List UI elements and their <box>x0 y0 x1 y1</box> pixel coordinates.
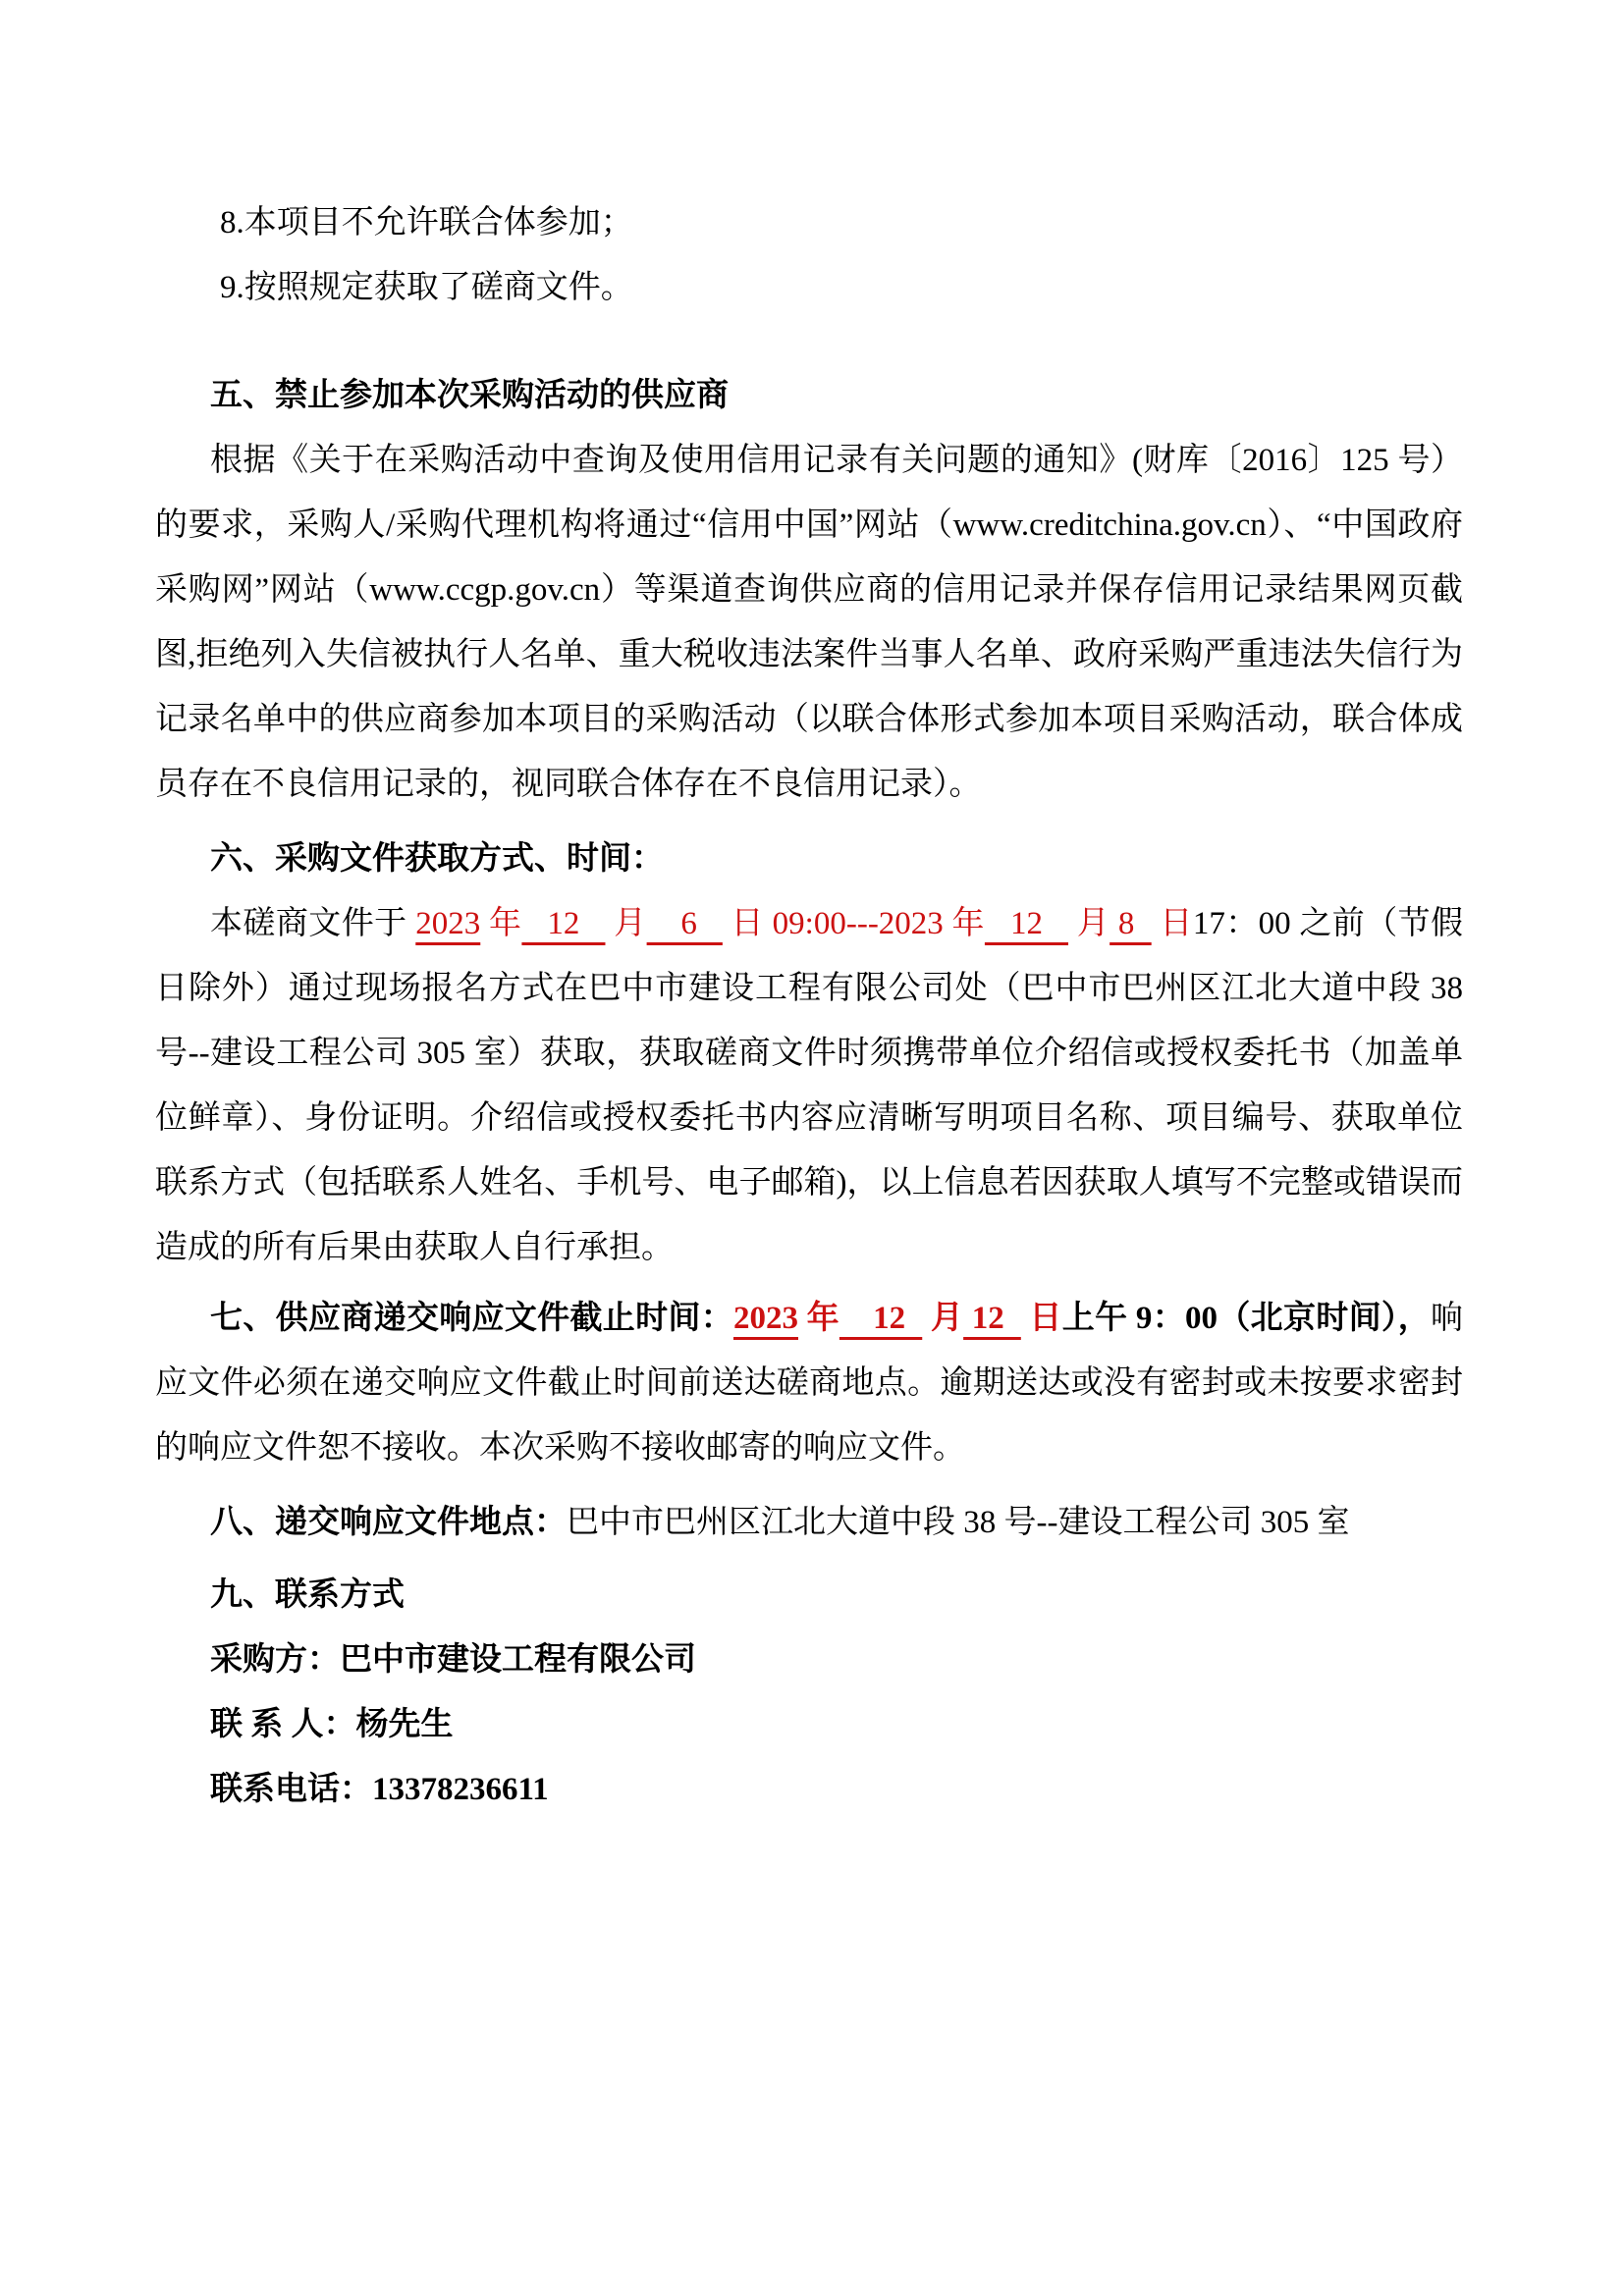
text-segment: 9.按照规定获取了磋商文件。 <box>220 270 633 305</box>
text-segment: 8.本项目不允许联合体参加； <box>220 205 633 240</box>
text-segment: 12 <box>521 906 606 941</box>
line-contact-person <box>155 1692 1463 1757</box>
list-item-8 <box>155 190 1463 255</box>
text-segment: 八、递交响应文件地点： <box>210 1505 567 1540</box>
text-segment: 年 <box>480 906 522 941</box>
text-segment: 联系电话：13378236611 <box>210 1772 549 1807</box>
text-segment: 根据《关于在采购活动中查询及使用信用记录有关问题的通知》(财库〔2016〕125 号） 的要求，采购人/采购代理机构将通过“信用中国”网站（www.creditchina.gov.cn）、“中国政府采购网”网站（www.ccgp.gov.cn）等渠道查询供应商的信用记录并保存信用记录结果网页截图,拒绝列入失信被执行人名单、重大税收违法案件当事人名单、政府采购严重违法失信行为记录名单中的供应商参加本项目的采购活动（以联合体形式参加本项目采购活动，联合体成员存在不良信用记录的，视同联合体存在不良信用记录）。 <box>155 443 1463 802</box>
para-8 <box>155 1490 1463 1555</box>
text-segment: 年 <box>798 1301 839 1336</box>
text-segment: 6 <box>646 906 723 941</box>
text-segment: 六、采购文件获取方式、时间： <box>210 841 664 877</box>
text-segment: 17：00 之前（节假日除外）通过现场报名方式在巴中市建设工程有限公司处（巴中市巴州区江北大道中段 38 号--建设工程公司 305 室）获取，获取磋商文件时须携带单位介绍信或授权委托书（加盖单位鲜章）、身份证明。介绍信或授权委托书内容应清晰写明项目名称、项目编号、获取单位联系方式（包括联系人姓名、手机号、电子邮箱)，以上信息若因获取人填写不完整或错误而造成的所有后果由获取人自行承担。 <box>155 906 1464 1265</box>
text-segment: 12 <box>963 1301 1021 1336</box>
text-segment: 响应文件必须在递交响应文件截止时间前送达磋商地点。逾期送达或没有密封或未按要求密封的响应文件恕不接收。本次采购不接收邮寄的响应文件。 <box>155 1301 1463 1466</box>
text-segment: 七、供应商递交响应文件截止时间： <box>210 1301 733 1336</box>
text-segment: 日 <box>722 906 773 941</box>
text-segment: 本磋商文件于 <box>210 906 416 941</box>
document-body <box>155 190 1463 1822</box>
line-purchaser <box>155 1628 1463 1692</box>
text-segment: 月 <box>605 906 647 941</box>
text-segment: 联 系 人：杨先生 <box>210 1707 454 1742</box>
text-segment: 09:00---2023 年 <box>772 906 985 941</box>
heading-5 <box>155 363 1463 428</box>
text-segment: 月 <box>922 1301 964 1336</box>
para-7 <box>155 1286 1463 1480</box>
para-5 <box>155 428 1463 817</box>
text-segment: 九、联系方式 <box>210 1577 405 1613</box>
text-segment: 五、禁止参加本次采购活动的供应商 <box>210 378 729 413</box>
list-item-9 <box>155 255 1463 320</box>
text-segment: 2023 <box>733 1301 798 1336</box>
text-segment: 12 <box>839 1301 923 1336</box>
text-segment: 巴中市巴州区江北大道中段 38 号--建设工程公司 305 室 <box>567 1505 1350 1540</box>
para-6 <box>155 891 1463 1280</box>
heading-6 <box>155 827 1463 891</box>
line-contact-phone <box>155 1757 1463 1822</box>
text-segment: 采购方：巴中市建设工程有限公司 <box>210 1642 696 1678</box>
text-segment: 2023 <box>415 906 481 941</box>
text-segment: 日 <box>1151 906 1193 941</box>
text-segment: 上午 9：00（北京时间）， <box>1061 1301 1431 1336</box>
text-segment: 日 <box>1020 1301 1062 1336</box>
text-segment: 12 <box>984 906 1069 941</box>
text-segment: 8 <box>1110 906 1152 941</box>
heading-9 <box>155 1563 1463 1628</box>
text-segment: 月 <box>1068 906 1110 941</box>
